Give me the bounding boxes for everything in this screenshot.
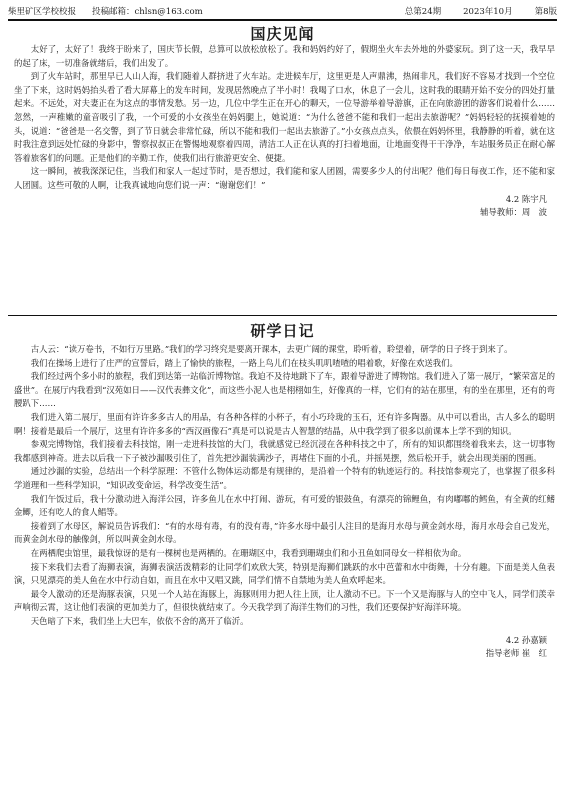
article-paragraph: 我们在操场上进行了庄严的宣誓后，踏上了愉快的旅程，一路上鸟儿们在枝头叽叽喳喳的唱着歌，好像在欢送我们。 <box>30 357 458 368</box>
article-paragraph: 我们午饭过后，我十分激动进入海洋公园，许多鱼儿在水中打闹、游玩，有可爱的银鼓鱼，有漂亮的锦鲤鱼，有肉嘟嘟的鳕鱼，有全黄的红鳍金鲫，还有吃人的食人鲳等。 <box>14 493 555 518</box>
article-paragraph: 到了火车站时，那里早已人山人海，我们随着人群挤进了火车站。走进候车厅，这里更是人声鼎沸，热闹非凡，我们好不容易才找到一个空位坐了下来，这时妈妈抬头看了看大屏幕上的发车时间，发现居然晚点了半小时！我喝了口水，休息了一会儿，这时我的眼睛开始不安分的四处打量起来。不远处，对夫妻正在为这点的事情发愁。另一边，几位中学生正在开心的聊天，一位导游举着导游旗，正在向旅游团的游客们说着什么……忽然，一声稚嫩的童音吸引了我，一个可爱的小女孩坐在妈妈腿上，她说道：“为什么爸爸不能和我们一起出去旅游呢？”妈妈轻轻的抚摸着她的头，说道：“爸爸是一名交警，到了节日就会非常忙碌，所以不能和我们一起出去旅游了。”小女孩点点头，依偎在妈妈怀里，我静静的听着，就在这时我注意到远处忙碌的身影中，警察叔叔正在警惕地观察着四周，清洁工人正在认真的打扫着地面，让地面变得干干净净，车站服务员正在耐心解答着旅客们的问题。正是他们的辛勤工作，使我们出行旅游更安全、便捷。 <box>14 71 555 163</box>
article-paragraph: 天色暗了下来，我们坐上大巴车，依依不舍的离开了临沂。 <box>30 615 249 626</box>
article-paragraph: 接下来我们去看了海狮表演，海狮表演活泼精彩的让同学们欢欣大笑，特别是海狮们跳跃的水中芭蕾和水中街舞，十分有趣。下面是美人鱼表演，只见漂亮的美人鱼在水中行动自如，而且在水中又唱又跳，同学们情不自禁地为美人鱼欢呼起来。 <box>14 561 555 586</box>
article-paragraph: 在两栖爬虫馆里，最我惊讶的是有一棵树也是两栖的。在珊瑚区中，我看到珊瑚虫们和小丑鱼如同母女一样相依为命。 <box>30 547 467 558</box>
page-number: 第8版 <box>534 7 557 17</box>
newspaper-header <box>8 4 557 18</box>
submission-email: 投稿邮箱：chlsn@163.com <box>92 7 203 17</box>
article-study-diary <box>14 343 555 660</box>
article-title-study-diary: 研学日记 <box>250 322 315 340</box>
article-paragraph: 我们进入第二展厅，里面有许许多多古人的用品，有各种各样的小杯子，有小巧玲珑的玉石，还有许多陶器。从中可以看出，古人多么的聪明啊！接着是最后一个展厅，这里有许许多多的“西汉画像石”真是可以说是古人智慧的结晶，从中我学到了很多以前课本上学不到的知识。 <box>14 411 555 436</box>
section-divider <box>8 315 557 316</box>
teacher-signature <box>14 647 555 660</box>
teacher-line: 指导老师 崔 红 <box>485 648 547 659</box>
article-paragraph: 这一瞬间，被我深深记住，当我们和家人一起过节时，是否想过，我们能和家人团圆，需要多少人的付出呢？他们每日每夜工作，还不能和家人团圆。这些可敬的人啊，让我真诚地向您们说一声：“谢谢您们！” <box>14 166 555 190</box>
author-line: 4.2 孙嘉颖 <box>505 635 547 646</box>
article-title-national-day: 国庆见闻 <box>250 25 315 43</box>
article-national-day <box>14 43 555 219</box>
school-name: 柴里矿区学校校报 <box>8 7 77 17</box>
article-paragraph: 古人云：“读万卷书，不如行万里路。”我们的学习终究是要离开课本，去更广阔的课堂，聆听着，聆望着，研学的日子终于到来了。 <box>30 344 513 354</box>
header-rule <box>8 19 557 21</box>
teacher-signature <box>14 206 555 219</box>
article-signature <box>14 193 555 206</box>
issue-date: 2023年10月 <box>463 7 513 17</box>
article-paragraph: 最令人激动的还是海豚表演，只见一个人站在海豚上，海豚则用力把人往上顶，让人激动不已。下一个又是海豚与人的空中飞人，同学们羡幸声响彻云霄，这让他们表演的更加美力了，但很快就结束了。今天我学到了海洋生物们的习性，我们还要保护好海洋环境。 <box>14 588 555 613</box>
article-paragraph: 我们经过两个多小时的旅程，我们到达第一站临沂博物馆。我迫不及待地跳下了车，跟着导游进了博物馆。我们进入了第一展厅，“繁荣富足的盛世”。在展厅内我看到“汉苑如日——汉代表彝文化”，而这些小泥人也是栩栩如生，好像真的一样，它们有的站在那里，有的坐在那里，还有的弯腰趴下…… <box>14 371 555 409</box>
author-line: 4.2 陈宇凡 <box>505 193 547 204</box>
article-paragraph: 参观完博物馆，我们接着去科技馆，刚一走进科技馆的大门，我就感觉已经沉浸在各种科技之中了，所有的知识都围绕着我来去，这一切事物我都感到神奇。进去以后我一下子被沙漏吸引住了，首先把沙漏装满沙子，再堵住下面的小孔，并摇晃摆，然后松开手，就会出现美丽的图画。 <box>14 439 555 463</box>
article-paragraph: 太好了，太好了！我终于盼来了，国庆节长假，总算可以放松放松了。我和妈妈约好了，假期坐火车去外地的外婆家玩。到了这一天，我早早的起了床，一切准备就绪后，我们出发了。 <box>14 44 555 68</box>
teacher-line: 辅导教师：周 波 <box>480 206 547 217</box>
article-signature <box>14 634 555 647</box>
article-paragraph: 通过沙漏的实验，总结出一个科学原理：不管什么物体运动都是有规律的，是沿着一个特有的轨迹运行的。科技馆参观完了，也掌握了很多科学道理和一些科学知识，“知识改变命运，科学改变生活”。 <box>14 466 555 490</box>
issue-number: 总第24期 <box>404 7 442 17</box>
article-paragraph: 接着到了水母区，解说员告诉我们：“有的水母有毒，有的没有毒，”许多水母中最引人注目的是海月水母与黄金剑水母，海月水母会自己发光，而黄金剑水母的触像剑，所以叫黄金剑水母。 <box>14 520 555 545</box>
